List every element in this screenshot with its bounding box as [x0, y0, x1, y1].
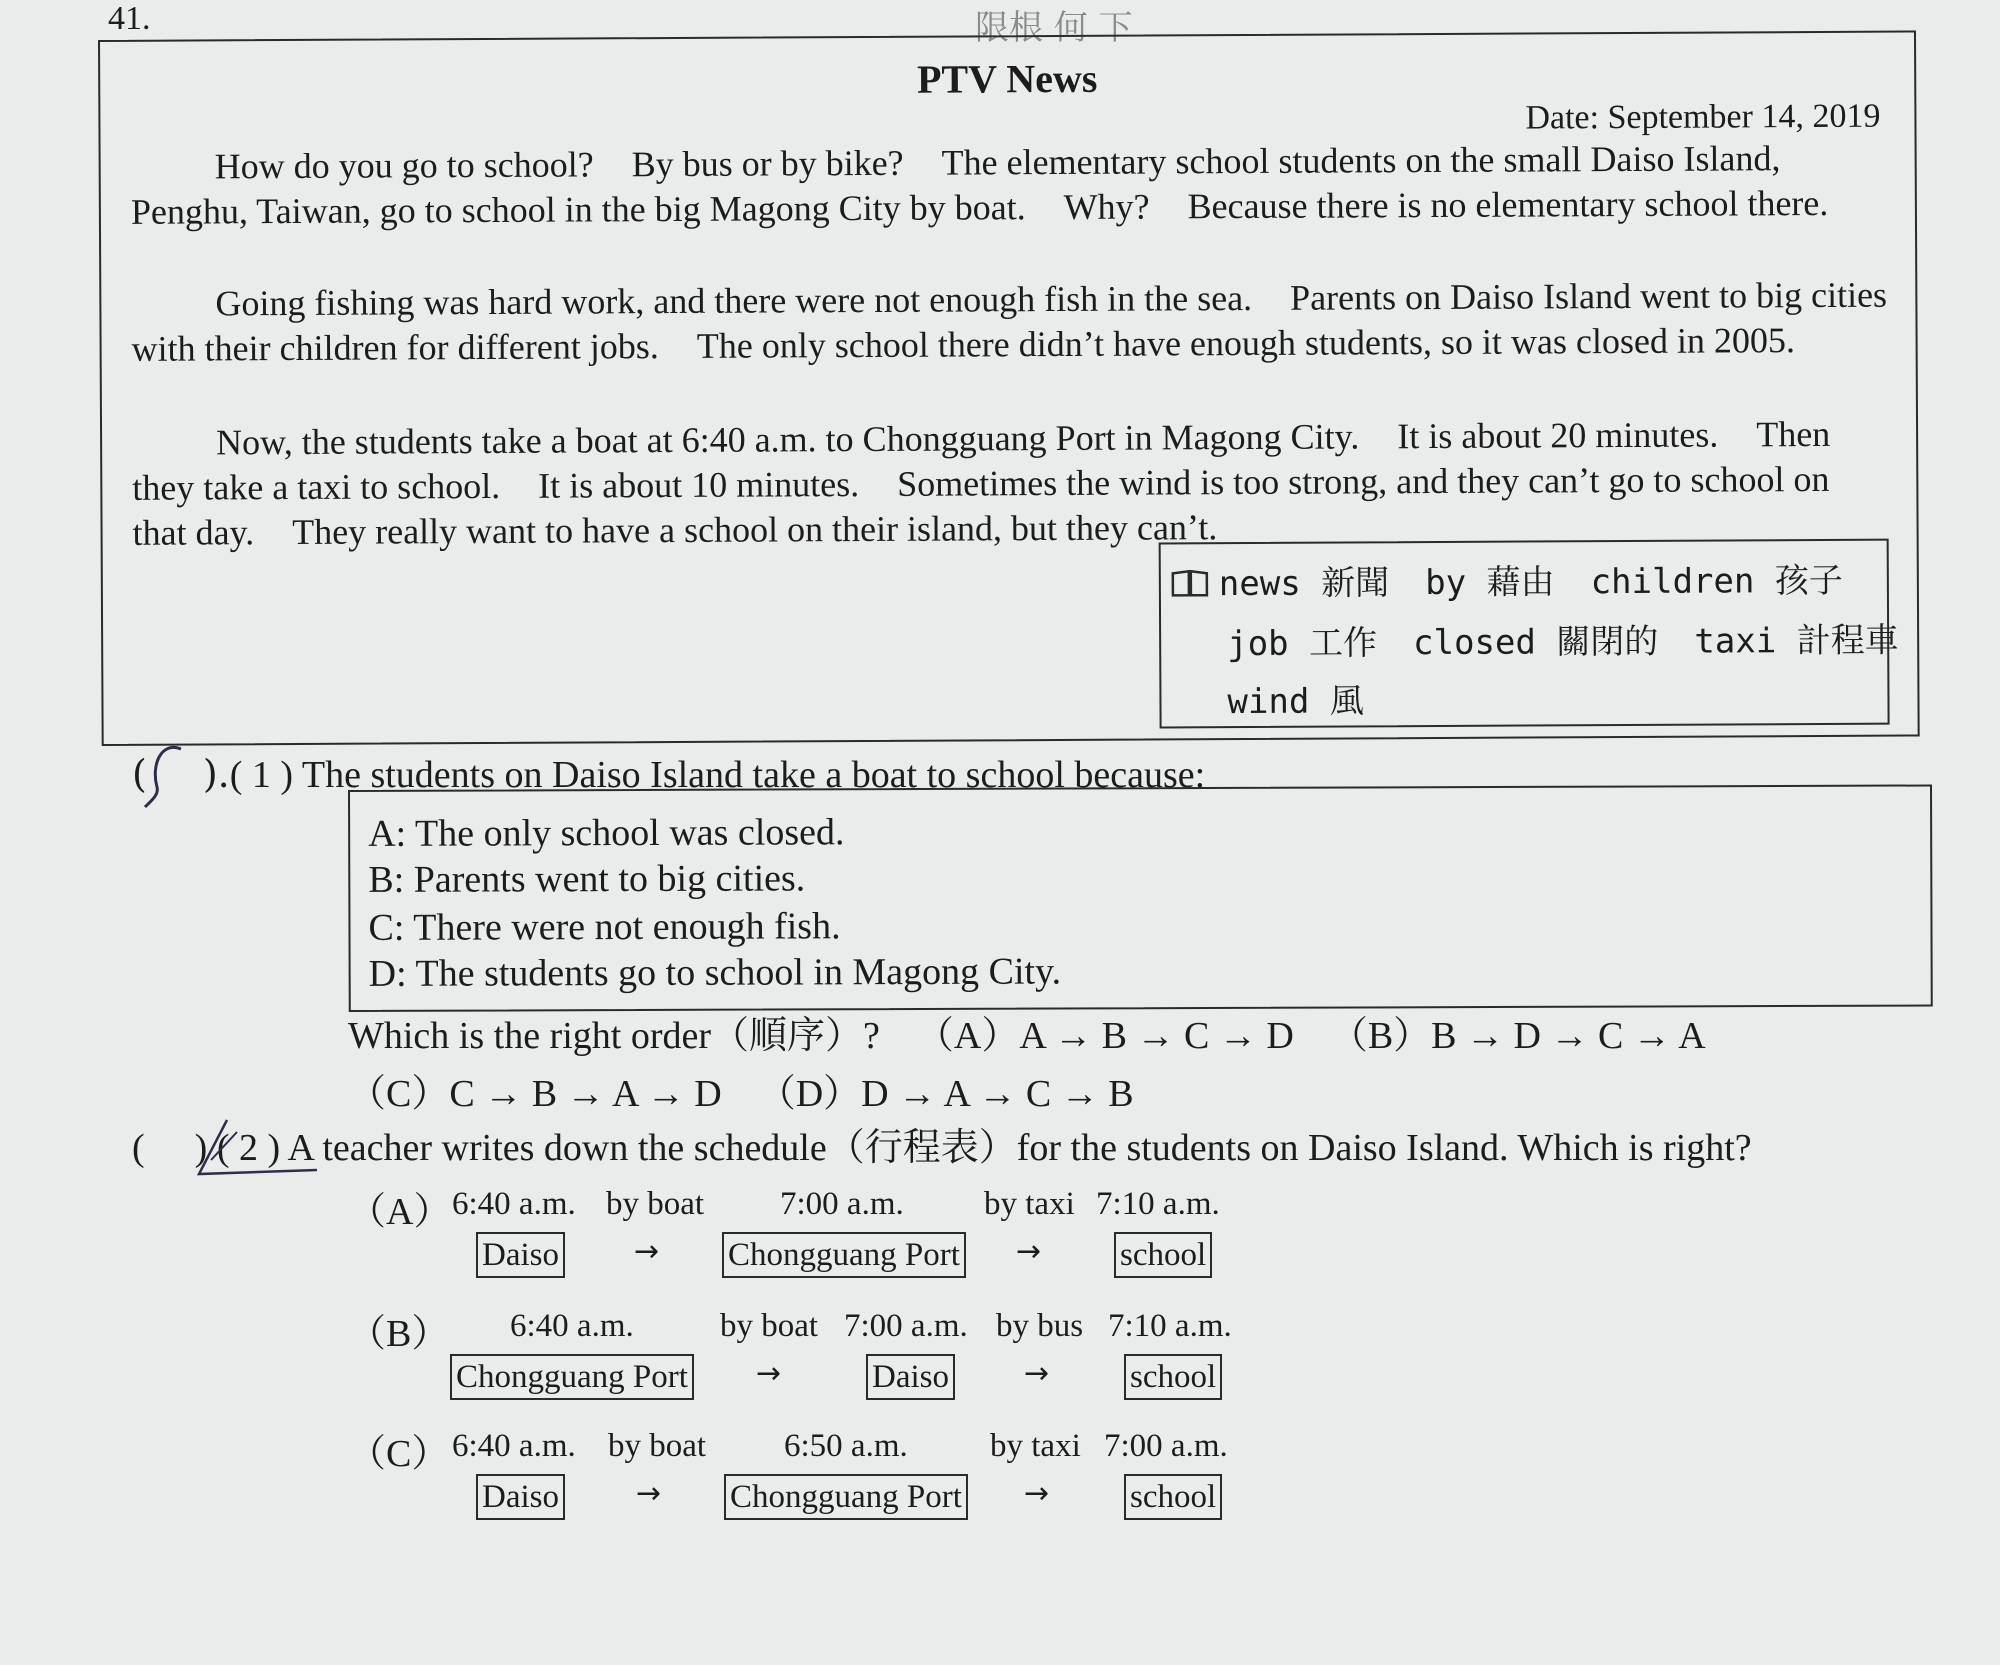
schedule-label: （A）	[348, 1191, 452, 1233]
place-3: school	[1124, 1474, 1222, 1520]
vocab-item: job 工作	[1227, 623, 1378, 665]
sentence: The elementary school students on the small Daiso Island, Penghu, Taiwan, go to school in the big Magong City by boat.	[130, 138, 1781, 232]
statement-d: D: The students go to school in Magong City.	[368, 950, 1062, 995]
schedule-label: （B）	[348, 1313, 450, 1355]
time-2: 6:50 a.m.	[784, 1428, 908, 1464]
mode-1: by boat	[608, 1428, 707, 1464]
sentence: The only school there didn’t have enough students, so it was closed in 2005.	[696, 320, 1796, 366]
time-3: 7:10 a.m.	[1108, 1308, 1232, 1344]
question-2-text: A teacher writes down the schedule（行程表）for the students on Daiso Island. Which is right?	[287, 1127, 1752, 1169]
place-2: Chongguang Port	[724, 1474, 968, 1520]
mode-2: by taxi	[984, 1186, 1075, 1222]
sentence: Sometimes the wind is too strong, and they can’t go to school on that day.	[132, 458, 1830, 553]
handwritten-scribble: 限根 何 下	[975, 8, 1133, 48]
sentence: By bus or by bike?	[631, 142, 904, 185]
mode-2: by taxi	[990, 1428, 1081, 1464]
handwritten-triangle-mark	[194, 1112, 327, 1182]
place-2: Daiso	[866, 1354, 955, 1400]
handwritten-answer	[147, 753, 203, 797]
option-d: （D）D → A → C → B	[757, 1073, 1134, 1115]
sentence: Why?	[1063, 186, 1150, 227]
news-paragraph-2	[131, 273, 1891, 372]
sentence: Because there is no elementary school there.	[1187, 182, 1829, 227]
question-number: 41.	[108, 0, 151, 37]
order-options	[348, 1062, 1134, 1117]
time-2: 7:00 a.m.	[844, 1308, 968, 1344]
vocab-item: wind 風	[1227, 681, 1364, 723]
option-a: （A）A → B → C → D	[915, 1015, 1294, 1057]
statements-box	[348, 784, 1933, 1012]
time-2: 7:00 a.m.	[780, 1186, 904, 1222]
question-1-text: The students on Daiso Island take a boat to school because:	[301, 754, 1206, 796]
order-question-text: Which is the right order（順序）?	[348, 1015, 880, 1057]
sentence: Going fishing was hard work, and there were not enough fish in the sea.	[215, 277, 1253, 324]
option-b: （B）B → D → C → A	[1329, 1015, 1706, 1057]
news-date: Date: September 14, 2019	[1525, 97, 1881, 137]
time-3: 7:10 a.m.	[1096, 1186, 1220, 1222]
answer-paren-close: )	[194, 1127, 208, 1169]
question-2	[132, 1116, 1752, 1171]
place-2: Chongguang Port	[722, 1232, 966, 1278]
time-3: 7:00 a.m.	[1104, 1428, 1228, 1464]
statement-a: A: The only school was closed.	[368, 811, 845, 855]
place-3: school	[1124, 1354, 1222, 1400]
schedule-label: （C）	[348, 1433, 450, 1475]
mode-1: by boat	[720, 1308, 819, 1344]
sentence: It is about 20 minutes.	[1397, 414, 1719, 457]
answer-paren-open: (	[132, 1127, 145, 1169]
arrow-icon: →	[1024, 1476, 1050, 1511]
option-c: （C）C → B → A → D	[348, 1073, 722, 1115]
vocab-item: news 新聞	[1218, 563, 1390, 605]
sentence: Now, the students take a boat at 6:40 a.m. to Chongguang Port in Magong City.	[216, 416, 1360, 463]
news-paragraph-1	[131, 136, 1891, 235]
time-1: 6:40 a.m.	[510, 1308, 634, 1344]
answer-paren-open: (	[132, 752, 147, 796]
arrow-icon: →	[634, 1234, 660, 1269]
vocab-item: closed 關閉的	[1412, 621, 1659, 664]
statement-b: B: Parents went to big cities.	[368, 857, 806, 901]
sentence: Then they take a taxi to school.	[132, 413, 1831, 508]
vocab-item: by 藉由	[1425, 562, 1555, 604]
arrow-icon: →	[636, 1476, 662, 1511]
book-icon	[1171, 569, 1209, 597]
arrow-icon: →	[1024, 1356, 1050, 1391]
arrow-icon: →	[756, 1356, 782, 1391]
sentence: It is about 10 minutes.	[538, 464, 860, 506]
place-1: Daiso	[476, 1232, 565, 1278]
arrow-icon: →	[1016, 1234, 1042, 1269]
vocab-item: taxi 計程車	[1694, 620, 1899, 662]
vocabulary-box	[1159, 539, 1899, 729]
question-2-number-wrap	[217, 1126, 280, 1170]
place-3: school	[1114, 1232, 1212, 1278]
place-1: Chongguang Port	[450, 1354, 694, 1400]
mode-2: by bus	[996, 1308, 1084, 1344]
sentence: How do you go to school?	[214, 144, 594, 187]
sentence: They really want to have a school on their island, but they can’t.	[292, 507, 1218, 552]
sentence: Parents on Daiso Island went to big cities with their children for different jobs.	[131, 274, 1888, 369]
news-title: PTV News	[916, 55, 1098, 102]
news-paragraph-3	[132, 412, 1893, 556]
time-1: 6:40 a.m.	[452, 1428, 576, 1464]
vocab-item: children 孩子	[1590, 560, 1843, 603]
mode-1: by boat	[606, 1186, 705, 1222]
place-1: Daiso	[476, 1474, 565, 1520]
time-1: 6:40 a.m.	[452, 1186, 576, 1222]
news-article-box	[98, 30, 1920, 746]
statement-c: C: There were not enough fish.	[368, 905, 841, 949]
question-1-number: ( 1 )	[229, 754, 294, 796]
question-2-number: ( 2 )	[216, 1127, 281, 1169]
order-question	[348, 1004, 1706, 1059]
answer-paren-close: ).	[202, 752, 230, 796]
